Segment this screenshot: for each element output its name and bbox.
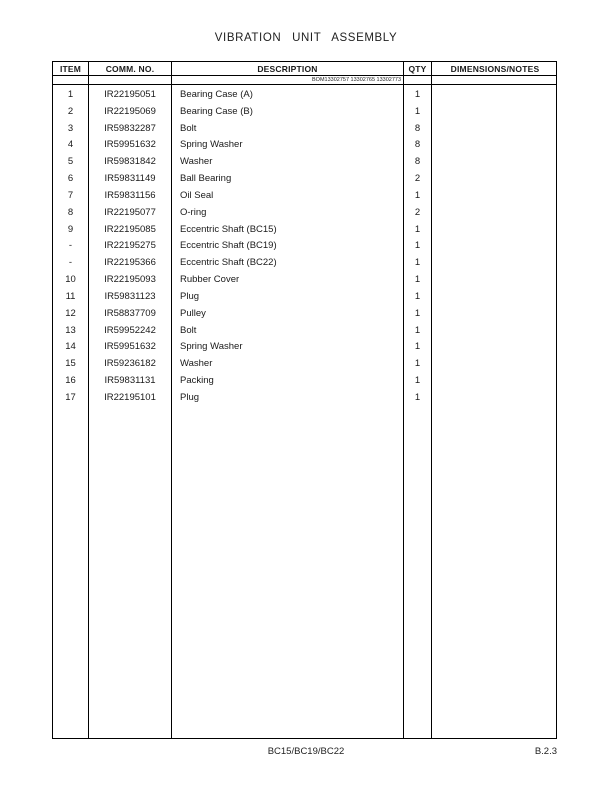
cell-notes: [432, 205, 558, 222]
cell-notes: [432, 356, 558, 373]
header-comm-no: COMM. NO.: [89, 62, 172, 75]
cell-item: 5: [67, 156, 74, 168]
cell-qty: 1: [414, 189, 421, 201]
column-qty: [404, 85, 432, 738]
cell-description: Spring Washer: [180, 341, 243, 353]
cell-description: Plug: [180, 290, 200, 302]
cell-notes: [432, 238, 558, 255]
cell-description: Bolt: [180, 324, 197, 336]
cell-notes: [432, 171, 558, 188]
cell-comm_no: IR59951632: [104, 341, 156, 353]
cell-qty: 2: [414, 173, 421, 185]
column-comm-no: [89, 85, 172, 738]
cell-comm_no: IR59951632: [104, 139, 156, 151]
cell-comm_no: IR59832287: [104, 122, 156, 134]
cell-qty: 8: [414, 139, 421, 151]
cell-description: Bearing Case (B): [180, 105, 253, 117]
cell-comm_no: IR59831149: [104, 173, 156, 185]
cell-item: 4: [67, 139, 74, 151]
cell-item: 7: [67, 189, 74, 201]
cell-notes: [432, 87, 558, 104]
cell-comm_no: IR59831842: [104, 156, 156, 168]
header-dimensions-notes: DIMENSIONS/NOTES: [450, 63, 540, 74]
cell-qty: 1: [414, 105, 421, 117]
cell-comm_no: IR58837709: [104, 307, 156, 319]
cell-qty: 1: [414, 391, 421, 403]
cell-qty: 1: [414, 307, 421, 319]
table-header-row: [52, 61, 557, 76]
bom-cell-comm: [89, 76, 172, 84]
cell-comm_no: IR59831156: [104, 189, 156, 201]
column-item: [53, 85, 89, 738]
cell-notes: [432, 121, 558, 138]
header-item: ITEM: [53, 62, 89, 75]
cell-item: 3: [67, 122, 74, 134]
cell-qty: 1: [414, 358, 421, 370]
cell-comm_no: IR22195069: [104, 105, 156, 117]
cell-description: Pulley: [180, 307, 206, 319]
cell-comm_no: IR22195085: [104, 223, 156, 235]
cell-comm_no: IR22195093: [104, 274, 156, 286]
cell-description: Eccentric Shaft (BC19): [180, 240, 277, 252]
cell-description: Ball Bearing: [180, 173, 232, 185]
cell-item: -: [68, 240, 73, 252]
parts-table: [52, 61, 557, 739]
cell-notes: [432, 323, 558, 340]
cell-notes: [432, 154, 558, 171]
cell-item: 6: [67, 173, 74, 185]
cell-comm_no: IR22195101: [104, 391, 156, 403]
cell-notes: [432, 137, 558, 154]
cell-item: 9: [67, 223, 74, 235]
cell-description: Packing: [180, 375, 214, 387]
cell-notes: [432, 188, 558, 205]
cell-comm_no: IR59831123: [104, 290, 156, 302]
cell-qty: 1: [414, 375, 421, 387]
cell-item: 1: [67, 89, 74, 100]
cell-qty: 1: [414, 240, 421, 252]
cell-notes: [432, 306, 558, 323]
column-notes: [432, 85, 558, 738]
header-description: DESCRIPTION: [172, 62, 404, 75]
cell-qty: 1: [414, 324, 421, 336]
column-description: [172, 85, 404, 738]
bom-cell-item: [53, 76, 89, 84]
cell-comm_no: IR59831131: [104, 375, 156, 387]
cell-notes: [432, 222, 558, 239]
cell-notes: [432, 104, 558, 121]
cell-description: O-ring: [180, 206, 207, 218]
cell-description: Eccentric Shaft (BC15): [180, 223, 277, 235]
cell-notes: [432, 289, 558, 306]
footer-page-number: B.2.3: [534, 746, 557, 757]
cell-item: 8: [67, 206, 74, 218]
bom-cell-notes: [432, 76, 558, 84]
cell-description: Bolt: [180, 122, 197, 134]
bom-note-row: [52, 76, 557, 85]
cell-item: 11: [65, 290, 76, 302]
cell-item: 17: [65, 391, 76, 403]
cell-comm_no: IR22195366: [104, 257, 156, 269]
cell-qty: 1: [414, 257, 421, 269]
cell-item: 15: [65, 358, 76, 370]
cell-qty: 2: [414, 206, 421, 218]
cell-item: 13: [65, 324, 76, 336]
cell-description: Washer: [180, 156, 213, 168]
footer-model-codes: BC15/BC19/BC22: [267, 746, 345, 757]
cell-notes: [432, 339, 558, 356]
cell-item: 12: [65, 307, 76, 319]
cell-qty: 8: [414, 122, 421, 134]
bom-cell-qty: [404, 76, 432, 84]
bom-note: BOM13302757 13302765 13302773: [172, 76, 404, 84]
page-title: VIBRATION UNIT ASSEMBLY: [214, 32, 398, 44]
cell-description: Eccentric Shaft (BC22): [180, 257, 277, 269]
cell-notes: [432, 255, 558, 272]
cell-item: 16: [65, 375, 76, 387]
cell-description: Oil Seal: [180, 189, 214, 201]
header-qty: QTY: [404, 62, 432, 75]
cell-comm_no: IR22195051: [104, 89, 156, 100]
cell-description: Spring Washer: [180, 139, 243, 151]
cell-comm_no: IR22195275: [104, 240, 156, 252]
cell-qty: 1: [414, 290, 421, 302]
cell-qty: 1: [414, 341, 421, 353]
cell-notes: [432, 272, 558, 289]
cell-item: 14: [65, 341, 76, 353]
cell-qty: 1: [414, 89, 421, 100]
cell-qty: 1: [414, 223, 421, 235]
cell-description: Rubber Cover: [180, 274, 240, 286]
cell-notes: [432, 373, 558, 390]
cell-comm_no: IR22195077: [104, 206, 156, 218]
cell-item: 10: [65, 274, 76, 286]
cell-comm_no: IR59952242: [104, 324, 156, 336]
cell-notes: [432, 390, 558, 407]
cell-description: Plug: [180, 391, 200, 403]
cell-comm_no: IR59236182: [104, 358, 156, 370]
cell-description: Bearing Case (A): [180, 89, 253, 100]
cell-description: Washer: [180, 358, 213, 370]
cell-item: 2: [67, 105, 74, 117]
table-body: [52, 85, 557, 739]
cell-qty: 1: [414, 274, 421, 286]
cell-item: -: [68, 257, 73, 269]
cell-qty: 8: [414, 156, 421, 168]
